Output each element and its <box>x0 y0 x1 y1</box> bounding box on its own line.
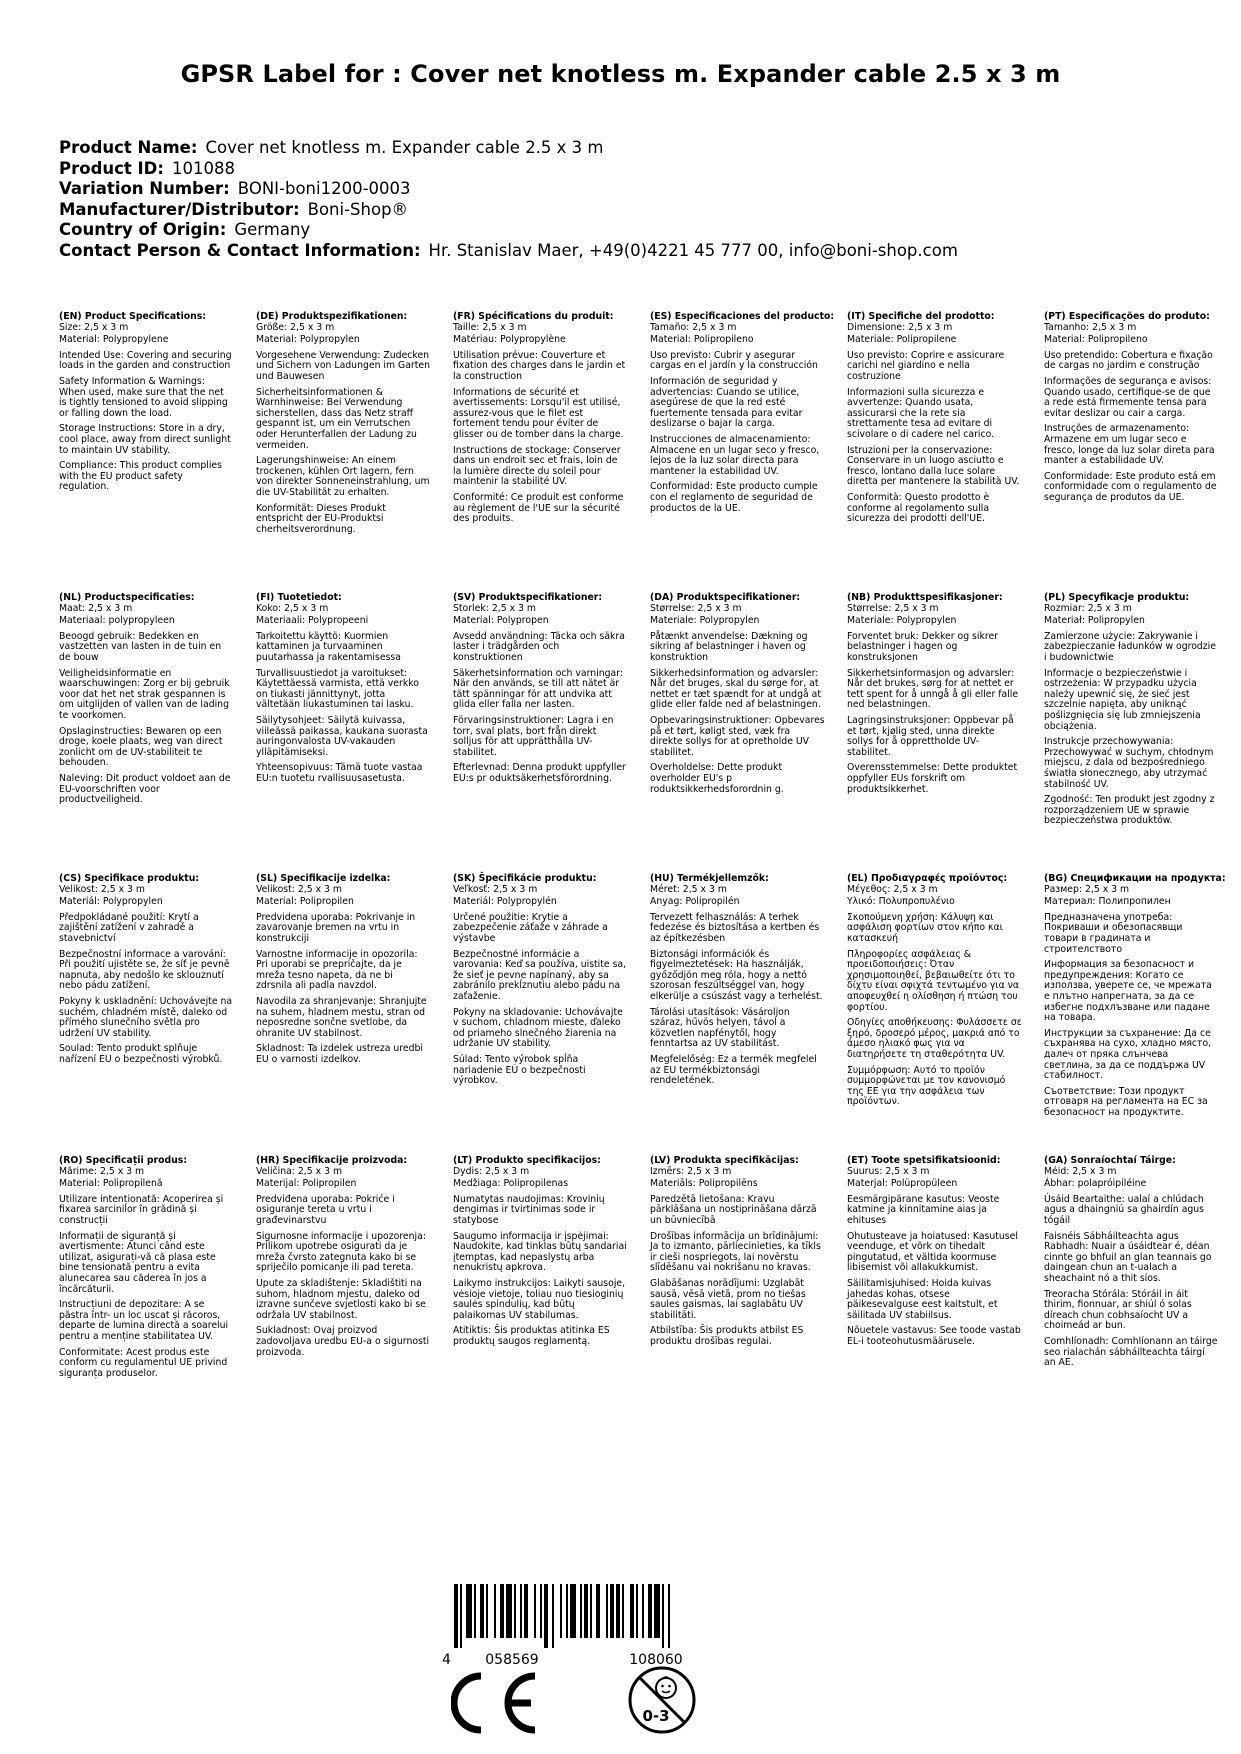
spec-paragraph: Forventet bruk: Dekker og sikrer belastninger i hagen og konstruksjonen <box>847 630 999 663</box>
spec-material: Materiale: Polypropylen <box>650 615 760 627</box>
spec-paragraph: Sikkerhetsinformasjon og advarsler: Når det brukes, sørg for at nettet er tett spent for å unngå å gli eller falle ned belastningen. <box>847 667 1019 711</box>
spec-paragraph: Navodila za shranjevanje: Shranjujte na suhem, hladnem mestu, stran od neposredne sončne svetlobe, da ohranite UV stabilnost. <box>256 995 427 1039</box>
spec-heading: (FR) Spécifications du produit: <box>453 311 614 322</box>
barcode-bar <box>636 1584 638 1638</box>
info-key: Manufacturer/Distributor: <box>59 199 300 219</box>
info-row <box>59 138 1189 159</box>
info-value: Germany <box>234 220 311 239</box>
spec-block <box>59 593 234 811</box>
product-info <box>59 138 1189 261</box>
spec-size: Taille: 2,5 x 3 m <box>453 321 527 333</box>
spec-heading: (ES) Especificaciones del producto: <box>650 311 835 322</box>
spec-paragraph: Istruzioni per la conservazione: Conservare in un luogo asciutto e fresco, lontano dalla luce solare diretta per mantenere la stabilità UV. <box>847 444 1020 488</box>
spec-material: Material: Polipropileno <box>1044 334 1148 346</box>
spec-paragraph: Säilitamisjuhised: Hoida kuivas jahedas kohas, otsese päikesevalguse eest kaitstult, et säilitada UV stabiilsus. <box>847 1277 998 1321</box>
spec-paragraph: Pokyny na skladovanie: Uchovávajte v suchom, chladnom mieste, ďaleko od priameho slnečného žiarenia na udržanie UV stability. <box>453 1006 623 1050</box>
spec-paragraph: Sukladnost: Ovaj proizvod zadovoljava uredbu EU-a o sigurnosti proizvoda. <box>256 1325 430 1358</box>
spec-material: Materiał: Polipropylen <box>1044 615 1145 627</box>
spec-material: Materijal: Polipropilen <box>256 1178 357 1190</box>
spec-block <box>256 874 431 1071</box>
spec-block <box>59 312 234 498</box>
spec-block <box>256 312 431 540</box>
spec-block <box>847 312 1022 530</box>
spec-size: Koko: 2,5 x 3 m <box>256 602 329 614</box>
spec-paragraph: Drošības informācija un brīdinājumi: Ja to izmanto, pārliecinieties, ka tīkls ir cieši nospriegots, lai novērstu slīdēšanu vai nokrišanu no kravas. <box>650 1230 821 1274</box>
spec-paragraph: Avsedd användning: Täcka och säkra laster i trädgården och konstruktionen <box>453 630 625 663</box>
spec-paragraph: Pokyny k uskladnění: Uchovávejte na suchém, chladném místě, daleko od přímého slunečního světla pro udržení UV stability. <box>59 995 233 1039</box>
barcode-bar <box>616 1584 620 1638</box>
spec-block <box>59 1156 234 1384</box>
spec-heading: (SK) Špecifikácie produktu: <box>453 873 597 884</box>
spec-paragraph: Съответствие: Този продукт отговаря на регламента на ЕС за безопасност на продуктите. <box>1044 1085 1208 1118</box>
spec-paragraph: Nõuetele vastavus: See toode vastab EL-i tooteohutusmäärusele. <box>847 1325 1021 1347</box>
spec-paragraph: Instruções de armazenamento: Armazene em um lugar seco e fresco, longe da luz solar direta para manter a estabilidade UV. <box>1044 423 1215 467</box>
spec-heading: (CS) Specifikace produktu: <box>59 873 200 884</box>
spec-paragraph: Storage Instructions: Store in a dry, cool place, away from direct sunlight to maintain UV stability. <box>59 423 231 456</box>
spec-paragraph: Инструкции за съхранение: Да се съхранява на сухо, хладно място, далеч от пряка слънчева светлина, за да се поддържа UV стабилност. <box>1044 1027 1212 1082</box>
spec-paragraph: Úsáid Beartaithe: ualaí a chlúdach agus a dhaingniú sa ghairdín agus tógáil <box>1044 1193 1205 1226</box>
barcode-bar <box>610 1584 614 1638</box>
spec-paragraph: Předpokládané použití: Krytí a zajištění zatížení v zahradě a stavebnictví <box>59 911 199 944</box>
spec-paragraph: Uso previsto: Coprire e assicurare carichi nel giardino e nella costruzione <box>847 349 1005 382</box>
barcode-bar <box>590 1584 592 1638</box>
spec-block <box>453 1156 628 1353</box>
spec-material: Material: Polypropylene <box>59 334 169 346</box>
spec-material: Anyag: Polipropilén <box>650 896 740 908</box>
spec-paragraph: Eesmärgipärane kasutus: Veoste katmine ja kinnitamine aias ja ehituses <box>847 1193 1000 1226</box>
spec-size: Размер: 2,5 x 3 m <box>1044 883 1130 895</box>
spec-paragraph: Soulad: Tento produkt splňuje nařízení EU o bezpečnosti výrobků. <box>59 1043 223 1065</box>
spec-material: Materjal: Polüpropüleen <box>847 1178 958 1190</box>
spec-material: Material: Polipropilen <box>256 896 354 908</box>
info-row <box>59 220 1189 241</box>
barcode-bar <box>466 1584 472 1638</box>
spec-block <box>847 593 1022 800</box>
spec-size: Méret: 2,5 x 3 m <box>650 883 727 895</box>
spec-paragraph: Vorgesehene Verwendung: Zudecken und Sichern von Ladungen im Garten und Bauwesen <box>256 349 430 382</box>
spec-size: Tamanho: 2,5 x 3 m <box>1044 321 1137 333</box>
spec-size: Dydis: 2,5 x 3 m <box>453 1165 530 1177</box>
barcode-bar <box>544 1584 548 1648</box>
barcode-bar <box>460 1584 462 1648</box>
spec-paragraph: Instrukcje przechowywania: Przechowywać w suchym, chłodnym miejscu, z dala od bezpośredniego światła słonecznego, aby utrzymać stabilność UV. <box>1044 736 1214 790</box>
spec-paragraph: Lagerungshinweise: An einem trockenen, kühlen Ort lagern, fern von direkter Sonneneinstrahlung, um die UV-Stabilität zu erhalten. <box>256 455 430 498</box>
info-value: BONI-boni1200-0003 <box>237 179 411 198</box>
info-key: Product Name: <box>59 138 198 157</box>
spec-paragraph: Conformidade: Este produto está em conformidade com o regulamento de segurança de produtos da UE. <box>1044 470 1217 503</box>
spec-paragraph: Instrucțiuni de depozitare: A se păstra într- un loc uscat și răcoros, departe de lumina directă a soarelui pentru a menține stabilitatea UV. <box>59 1299 229 1342</box>
barcode-bar <box>560 1584 562 1638</box>
spec-heading: (HR) Specifikacije proizvoda: <box>256 1155 408 1166</box>
spec-heading: (NB) Produkttspesifikasjoner: <box>847 592 1003 603</box>
spec-paragraph: Efterlevnad: Denna produkt uppfyller EU:s pr oduktsäkerhetsförordning. <box>453 762 626 784</box>
spec-size: Izmērs: 2,5 x 3 m <box>650 1165 732 1177</box>
spec-paragraph: Faisnéis Sábháilteachta agus Rabhadh: Nuair a úsáidtear é, déan cinnte go bhfuil an glan teannais go daingean chun an t-ualach a sheachaint nó a thit síos. <box>1044 1230 1212 1284</box>
barcode <box>436 1584 748 1668</box>
spec-material: Materiale: Polypropylen <box>847 615 957 627</box>
barcode-bar <box>606 1584 608 1638</box>
spec-size: Veľkosť: 2,5 x 3 m <box>453 883 538 895</box>
spec-paragraph: Utilizare intenționată: Acoperirea și fixarea sarcinilor în grădină și construcții <box>59 1193 224 1226</box>
spec-size: Tamaño: 2,5 x 3 m <box>650 321 737 333</box>
spec-heading: (FI) Tuotetiedot: <box>256 592 342 603</box>
spec-heading: (ET) Toote spetsifikatsioonid: <box>847 1155 1001 1166</box>
barcode-bar <box>580 1584 582 1638</box>
spec-paragraph: Zgodność: Ten produkt jest zgodny z rozporządzeniem UE w sprawie bezpieczeństwa produktów. <box>1044 794 1215 827</box>
spec-size: Størrelse: 2,5 x 3 m <box>650 602 742 614</box>
spec-paragraph: Informations de sécurité et avertissements: Lorsqu'il est utilisé, assurez-vous que le filet est fortement tendu pour éviter de glisser ou de tomber dans la charge. <box>453 386 624 440</box>
spec-paragraph: Säilytysohjeet: Säilytä kuivassa, viileässä paikassa, kaukana suorasta auringonvalosta UV-vakauden ylläpitämiseksi. <box>256 714 428 758</box>
spec-material: Material: Polipropilenă <box>59 1178 163 1190</box>
barcode-bar <box>500 1584 504 1638</box>
spec-paragraph: Conformité: Ce produit est conforme au règlement de l'UE sur la sécurité des produits. <box>453 491 624 525</box>
spec-material: Material: Polypropylen <box>256 334 360 346</box>
barcode-bar <box>514 1584 516 1638</box>
spec-paragraph: Ohutusteave ja hoiatused: Kasutusel veenduge, et võrk on tihedalt pingutatud, et vältida koormuse libisemist või allakukkumist. <box>847 1230 1018 1274</box>
spec-size: Größe: 2,5 x 3 m <box>256 321 335 333</box>
spec-paragraph: Sicherheitsinformationen & Warnhinweise: Bei Verwendung sicherstellen, dass das Netz straff gespannt ist, um ein Verrutschen oder Herunterfallen der Ladung zu vermeiden. <box>256 386 417 451</box>
spec-heading: (DA) Produktspecifikationer: <box>650 592 801 603</box>
spec-paragraph: Предназначена употреба: Покриваши и обезопасявщи товари в градината и строителството <box>1044 911 1183 955</box>
spec-paragraph: Informações de segurança e avisos: Quando usado, certifique-se de que a rede está firmemente tensa para evitar deslizar ou cair a carga. <box>1044 375 1212 419</box>
page-title: GPSR Label for : Cover net knotless m. Expander cable 2.5 x 3 m <box>180 60 1061 88</box>
spec-paragraph: Opbevaringsinstruktioner: Opbevares på et tørt, køligt sted, væk fra direkte sollys for at opretholde UV stabilitet. <box>650 714 825 758</box>
barcode-digits-mid: 058569 <box>485 1652 539 1668</box>
ce-mark-icon <box>451 1670 540 1736</box>
spec-block <box>256 593 431 790</box>
info-row <box>59 159 1189 180</box>
spec-paragraph: Konformität: Dieses Produkt entspricht der EU-Produktsi cherheitsverordnung. <box>256 502 386 535</box>
spec-size: Velikost: 2,5 x 3 m <box>59 883 145 895</box>
spec-size: Mărime: 2,5 x 3 m <box>59 1165 145 1177</box>
spec-heading: (HU) Termékjellemzők: <box>650 873 769 884</box>
spec-size: Velikost: 2,5 x 3 m <box>256 883 342 895</box>
spec-paragraph: Förvaringsinstruktioner: Lagra i en torr, sval plats, bort från direkt solljus för att upprätthålla UV-stabilitet. <box>453 714 614 758</box>
spec-paragraph: Zamierzone użycie: Zakrywanie i zabezpieczanie ładunków w ogrodzie i budownictwie <box>1044 630 1216 663</box>
spec-material: Materiál: Polypropylén <box>453 896 557 908</box>
barcode-bar <box>654 1584 660 1638</box>
spec-heading: (EN) Product Specifications: <box>59 311 207 322</box>
spec-paragraph: Turvallisuustiedot ja varoitukset: Käytettäessä varmista, että verkko on tiukasti jännittynyt, jotta vältetään liukastuminen tai lasku. <box>256 667 419 711</box>
spec-paragraph: Safety Information & Warnings: When used, make sure that the net is tightly tensioned to avoid slipping or falling down the load. <box>59 375 228 419</box>
spec-block <box>453 312 628 530</box>
spec-paragraph: Οδηγίες αποθήκευσης: Φυλάσσετε σε ξηρό, δροσερό μέρος, μακριά από το άμεσο ηλιακό φως για να διατηρήσετε τη σταθερότητα UV. <box>847 1017 1022 1060</box>
spec-heading: (DE) Produktspezifikationen: <box>256 311 408 322</box>
age-range-label: 0-3 <box>642 1707 670 1725</box>
spec-heading: (LT) Produkto specifikacijos: <box>453 1155 601 1166</box>
spec-paragraph: Naleving: Dit product voldoet aan de EU-voorschriften voor productveiligheid. <box>59 772 231 806</box>
spec-block <box>650 311 835 519</box>
spec-paragraph: Overensstemmelse: Dette produktet oppfyller EUs forskrift om produktsikkerhet. <box>847 762 1018 795</box>
spec-block <box>847 1156 1022 1353</box>
barcode-bar <box>534 1584 536 1638</box>
spec-heading: (IT) Specifiche del prodotto: <box>847 311 995 322</box>
spec-paragraph: Tárolási utasítások: Vásároljon száraz, hűvös helyen, távol a közvetlen napfénytől, hogy fenntartsa az UV stabilitást. <box>650 1006 790 1050</box>
spec-heading: (RO) Specificații produs: <box>59 1155 188 1166</box>
not-for-children-0-3-icon <box>626 1664 698 1736</box>
spec-paragraph: Instrucciones de almacenamiento: Almacene en un lugar seco y fresco, lejos de la luz solar directa para mantener la estabilidad UV. <box>650 433 820 477</box>
spec-block <box>1044 593 1219 832</box>
spec-block <box>1044 1156 1219 1374</box>
info-value: Boni-Shop® <box>307 199 409 219</box>
spec-size: Dimensione: 2,5 x 3 m <box>847 321 953 333</box>
spec-size: Rozmiar: 2,5 x 3 m <box>1044 602 1132 614</box>
spec-paragraph: Informații de siguranță și avertismente: Atunci când este utilizat, asigurați-vă că plasa este bine tensionată pentru a evita alunecarea sau căderea în jos a încărcăturii. <box>59 1230 216 1295</box>
spec-material: Material: Polypropen <box>453 615 549 627</box>
barcode-bar <box>622 1584 624 1638</box>
spec-material: Materiāls: Polipropilēns <box>650 1178 758 1190</box>
spec-paragraph: Treoracha Stórála: Stóráil in áit thirim, fionnuar, ar shiúl ó solas díreach chun cobhsaíocht UV a choimeád ar bun. <box>1044 1288 1192 1332</box>
spec-heading: (LV) Produkta specifikācijas: <box>650 1155 799 1166</box>
spec-paragraph: Informacje o bezpieczeństwie i ostrzeżenia: W przypadku użycia należy upewnić się, że sieć jest szczelnie napięta, aby uniknąć poślizgnięcia się lub zmniejszenia obciążenia. <box>1044 667 1201 732</box>
spec-paragraph: Utilisation prévue: Couverture et fixation des charges dans le jardin et la construction <box>453 349 626 382</box>
spec-paragraph: Overholdelse: Dette produkt overholder EU's p roduktsikkerhedsforordnin g. <box>650 762 784 795</box>
spec-material: Medžiaga: Polipropilenas <box>453 1178 569 1190</box>
spec-paragraph: Súlad: Tento výrobok spĺňa nariadenie EÚ o bezpečnosti výrobkov. <box>453 1053 586 1087</box>
spec-paragraph: Informazioni sulla sicurezza e avvertenze: Quando usata, assicurarsi che la rete sia strettamente tesa ad evitare di scivolare o di cadere nel carico. <box>847 386 995 440</box>
barcode-bar <box>584 1584 588 1638</box>
spec-heading: (GA) Sonraíochtaí Táirge: <box>1044 1155 1176 1166</box>
spec-paragraph: Uso pretendido: Cobertura e fixação de cargas no jardim e construção <box>1044 349 1213 372</box>
info-value: Cover net knotless m. Expander cable 2.5 x 3 m <box>205 138 604 157</box>
spec-paragraph: Conformitate: Acest produs este conform cu regulamentul UE privind siguranța produselor. <box>59 1346 228 1379</box>
spec-paragraph: Veiligheidsinformatie en waarschuwingen: Zorg er bij gebruik voor dat het net strak gespannen is om uitglijden of vallen van de lading te voorkomen. <box>59 667 230 721</box>
spec-paragraph: Instructions de stockage: Conserver dans un endroit sec et frais, loin de la lumière directe du soleil pour maintenir la stabilité UV. <box>453 444 621 488</box>
barcode-bar <box>520 1584 522 1638</box>
spec-paragraph: Σκοπούμενη χρήση: Κάλυψη και ασφάλιση φορτίων στον κήπο και κατασκευή <box>847 911 1003 944</box>
spec-paragraph: Sikkerhedsinformation og advarsler: Når det bruges, skal du sørge for, at nettet er tæt spændt for at undgå at glide eller falde ned af belastningen. <box>650 667 821 711</box>
spec-paragraph: Skladnost: Ta izdelek ustreza uredbi EU o varnosti izdelkov. <box>256 1043 424 1065</box>
spec-paragraph: Určené použitie: Krytie a zabezpečenie záťaže v záhrade a výstavbe <box>453 911 608 944</box>
info-value: Hr. Stanislav Maer, +49(0)4221 45 777 00, info@boni-shop.com <box>428 240 958 260</box>
spec-block <box>453 593 628 790</box>
spec-heading: (SL) Specifikacije izdelka: <box>256 873 391 884</box>
barcode-bar <box>566 1584 568 1638</box>
spec-size: Μέγεθος: 2,5 x 3 m <box>847 883 938 895</box>
spec-material: Materiál: Polypropylen <box>59 896 163 908</box>
info-key: Contact Person & Contact Information: <box>59 240 421 260</box>
spec-paragraph: Intended Use: Covering and securing loads in the garden and construction <box>59 349 232 372</box>
spec-paragraph: Predvidena uporaba: Pokrivanje in zavarovanje bremen na vrtu in konstrukciji <box>256 911 416 944</box>
barcode-bar <box>540 1584 542 1638</box>
spec-heading: (BG) Спецификации на продукта: <box>1044 873 1226 884</box>
spec-paragraph: Bezpečnostné informácie a varovania: Keď sa používa, uistite sa, že sieť je pevne napínaný, aby sa zabránilo prekĺznutiu alebo pádu na zaťaženie. <box>453 948 627 1002</box>
spec-material: Υλικό: Πολυπροπυλένιο <box>847 896 955 908</box>
spec-paragraph: Opslaginstructies: Bewaren op een droge, koele plaats, weg van direct zonlicht om de UV-stabiliteit te behouden. <box>59 725 223 769</box>
barcode-bar <box>630 1584 634 1638</box>
spec-paragraph: Atitiktis: Šis produktas atitinka ES produktų saugos reglamentą. <box>453 1325 610 1347</box>
spec-paragraph: Информация за безопасност и предупреждения: Когато се използва, уверете се, че мрежата е плътно напрегната, за да се избегне подхлъзване или падане на товара. <box>1044 959 1212 1024</box>
spec-size: Størrelse: 2,5 x 3 m <box>847 602 939 614</box>
spec-paragraph: Varnostne informacije in opozorila: Pri uporabi se prepričajte, da je mreža tesno napeta, da ne bi zdrsnila ali padla navzdol. <box>256 948 418 992</box>
barcode-bar <box>474 1584 476 1638</box>
spec-paragraph: Laikymo instrukcijos: Laikyti sausoje, vėsioje vietoje, toliau nuo tiesioginių saulės spindulių, kad būtų palaikomas UV stabilumas. <box>453 1277 626 1321</box>
spec-paragraph: Conformidad: Este producto cumple con el reglamento de seguridad de productos de la UE. <box>650 481 818 514</box>
spec-block <box>650 1156 825 1353</box>
spec-paragraph: Beoogd gebruik: Bedekken en vastzetten van lasten in de tuin en de bouw <box>59 630 222 663</box>
spec-paragraph: Comhlíonadh: Comhlíonann an táirge seo rialachán sábháilteachta táirgí an AE. <box>1044 1335 1218 1369</box>
spec-size: Maat: 2,5 x 3 m <box>59 602 133 614</box>
spec-block <box>1044 873 1226 1123</box>
spec-paragraph: Paredzētā lietošana: Kravu pārklāšana un nostiprināšana dārzā un būvniecībā <box>650 1193 817 1226</box>
barcode-bar <box>506 1584 512 1638</box>
spec-size: Size: 2,5 x 3 m <box>59 321 129 333</box>
spec-block <box>1044 312 1219 509</box>
barcode-bar <box>480 1584 484 1638</box>
info-row <box>59 179 1189 200</box>
spec-paragraph: Información de seguridad y advertencias: Cuando se utilice, asegúrese de que la red esté fuertemente tensada para evitar deslizarse o bajar la carga. <box>650 375 803 430</box>
spec-paragraph: Tarkoitettu käyttö: Kuormien kattaminen ja turvaaminen puutarhassa ja rakentamisessa <box>256 630 401 663</box>
spec-paragraph: Upute za skladištenje: Skladištiti na suhom, hladnom mjestu, daleko od izravne sunčeve svjetlosti kako bi se održala UV stabilnost. <box>256 1277 426 1321</box>
info-key: Variation Number: <box>59 179 230 198</box>
spec-heading: (PT) Especificações do produto: <box>1044 311 1210 322</box>
barcode-bar <box>494 1584 496 1638</box>
spec-size: Veličina: 2,5 x 3 m <box>256 1165 343 1177</box>
barcode-digit-left: 4 <box>442 1652 451 1668</box>
spec-paragraph: Biztonsági információk és figyelmeztetések: Ha használják, győződjön meg róla, hogy a nettó szorosan feszültséggel van, hogy elkerülje a csúszást vagy a terhelést. <box>650 948 823 1002</box>
spec-paragraph: Lagringsinstruksjoner: Oppbevar på et tørt, kjølig sted, unna direkte sollys for å opprettholde UV-stabilitet. <box>847 714 1014 758</box>
spec-block <box>256 1156 431 1363</box>
barcode-digits-right: 108060 <box>629 1652 683 1668</box>
spec-material: Ábhar: polapróipiléine <box>1044 1178 1147 1190</box>
spec-block <box>650 593 825 800</box>
info-value: 101088 <box>171 158 235 178</box>
info-row <box>59 200 1189 221</box>
spec-material: Matériau: Polypropylène <box>453 334 566 346</box>
spec-paragraph: Megfelelőség: Ez a termék megfelel az EU termékbiztonsági rendeletének. <box>650 1053 817 1087</box>
barcode-bar <box>552 1584 554 1648</box>
spec-paragraph: Påtænkt anvendelse: Dækning og sikring af belastninger i haven og konstruktion <box>650 630 808 663</box>
spec-block <box>847 874 1022 1113</box>
barcode-bar <box>570 1584 576 1638</box>
barcode-bar <box>648 1584 652 1638</box>
spec-heading: (EL) Προδιαγραφές προϊόντος: <box>847 873 1008 884</box>
spec-paragraph: Uso previsto: Cubrir y asegurar cargas en el jardín y la construcción <box>650 349 818 372</box>
barcode-bar <box>668 1584 670 1648</box>
barcode-bar <box>454 1584 458 1648</box>
spec-heading: (NL) Productspecificaties: <box>59 592 195 603</box>
spec-paragraph: Conformità: Questo prodotto è conforme al regolamento sulla sicurezza dei prodotti dell'UE. <box>847 491 990 525</box>
info-key: Product ID: <box>59 158 164 178</box>
spec-material: Материал: Полипропилен <box>1044 896 1171 908</box>
spec-material: Material: Polipropileno <box>650 334 754 346</box>
spec-paragraph: Predviđena uporaba: Pokriće i osiguranje tereta u vrtu i građevinarstvu <box>256 1193 395 1226</box>
spec-paragraph: Compliance: This product complies with the EU product safety regulation. <box>59 460 222 493</box>
spec-paragraph: Πληροφορίες ασφάλειας & προειδοποιήσεις: Όταν χρησιμοποιηθεί, βεβαιωθείτε ότι το δίχτυ είναι σφιχτά τεντωμένο για να αποφευχθεί η ολίσθηση ή πτώση του φορτίου. <box>847 948 1019 1013</box>
spec-paragraph: Numatytas naudojimas: Krovinių dengimas ir tvirtinimas sode ir statybose <box>453 1193 605 1226</box>
spec-block <box>650 874 825 1092</box>
spec-block <box>453 874 628 1092</box>
barcode-bar <box>596 1584 600 1638</box>
spec-paragraph: Συμμόρφωση: Αυτό το προϊόν συμμορφώνεται με τον κανονισμό της ΕΕ για την ασφάλεια των προϊόντων. <box>847 1064 1006 1108</box>
info-key: Country of Origin: <box>59 220 227 239</box>
spec-material: Materiaal: polypropyleen <box>59 615 175 627</box>
spec-heading: (PL) Specyfikacje produktu: <box>1044 592 1190 603</box>
info-row <box>59 241 1189 262</box>
spec-material: Materiale: Polipropilene <box>847 334 957 346</box>
spec-size: Storlek: 2,5 x 3 m <box>453 602 536 614</box>
barcode-bar <box>642 1584 644 1638</box>
spec-paragraph: Säkerhetsinformation och varningar: När den används, se till att nätet är tätt spänningar för att undvika att glida eller falla ner lasten. <box>453 667 624 711</box>
spec-paragraph: Atbilstība: Šis produkts atbilst ES produktu drošības regulai. <box>650 1325 804 1347</box>
spec-paragraph: Sigurnosne informacije i upozorenja: Prilikom upotrebe osigurati da je mreža čvrsto zategnuta kako bi se spriječilo pomicanje ili pad tereta. <box>256 1230 426 1274</box>
spec-paragraph: Tervezett felhasználás: A terhek fedezése és biztosítása a kertben és az építkezésben <box>650 911 820 944</box>
spec-size: Suurus: 2,5 x 3 m <box>847 1165 930 1177</box>
spec-paragraph: Yhteensopivuus: Tämä tuote vastaa EU:n tuotetu rvallisuusasetusta. <box>256 762 423 784</box>
barcode-bar <box>524 1584 528 1638</box>
spec-heading: (SV) Produktspecifikationer: <box>453 592 603 603</box>
spec-block <box>59 874 234 1071</box>
spec-size: Méid: 2,5 x 3 m <box>1044 1165 1117 1177</box>
barcode-bar <box>486 1584 488 1638</box>
spec-paragraph: Glabāšanas norādījumi: Uzglabāt sausā, vēsā vietā, prom no tiešas saules gaismas, lai saglabātu UV stabilitāti. <box>650 1277 806 1321</box>
barcode-bar <box>662 1584 664 1648</box>
spec-material: Materiaali: Polypropeeni <box>256 615 369 627</box>
spec-paragraph: Saugumo informacija ir įspėjimai: Naudokite, kad tinklas būtų sandariai įtemptas, kad nepaslystų arba nenukristų apkrova. <box>453 1230 627 1274</box>
spec-paragraph: Bezpečnostní informace a varování: Při použití ujistěte se, že síť je pevně napnuta, aby nedošlo ke sklouznutí nebo pádu zatížení. <box>59 948 230 992</box>
